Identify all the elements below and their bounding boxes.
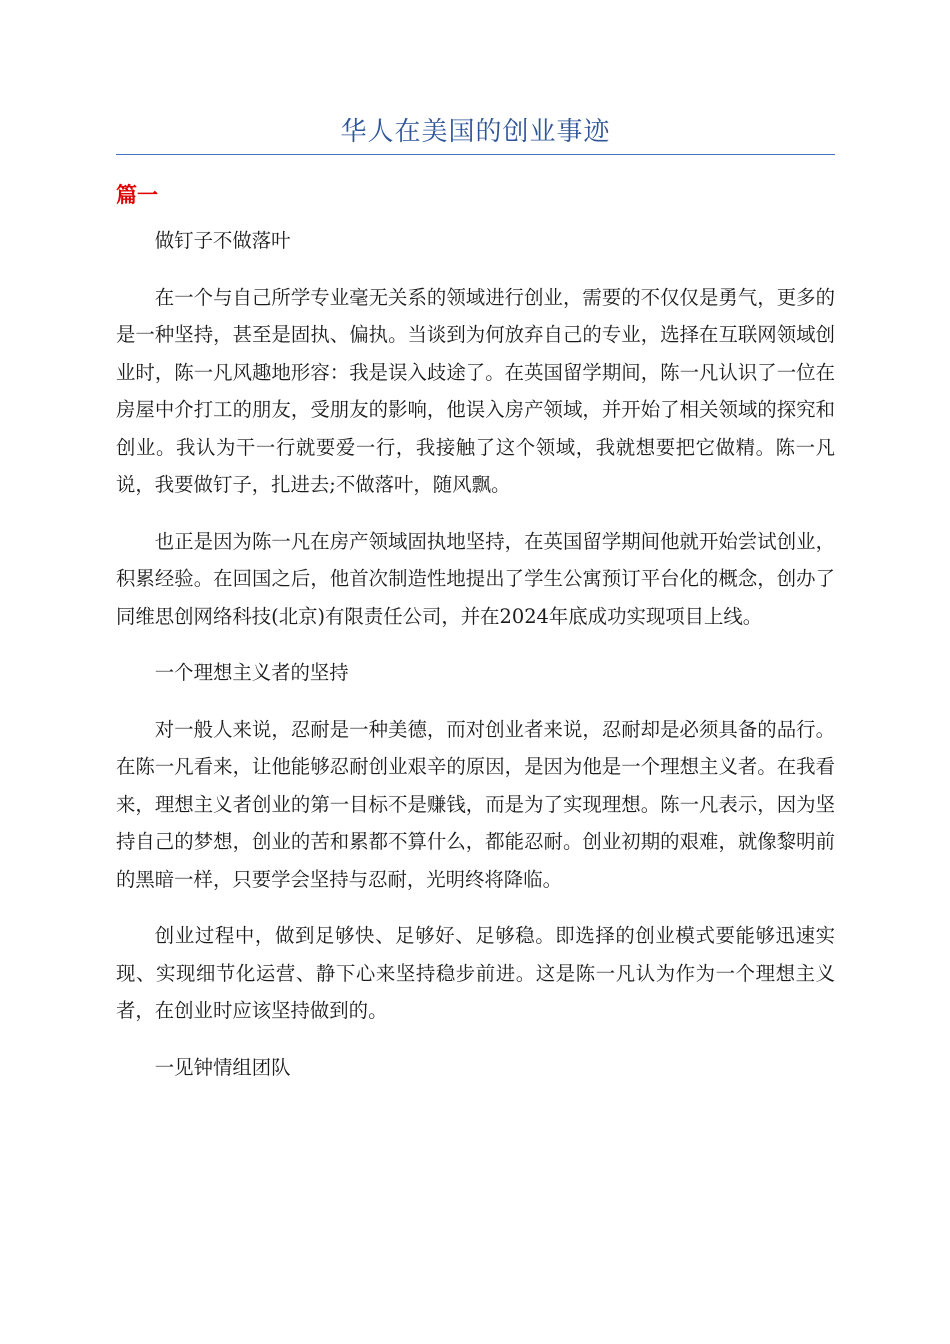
paragraph: 在一个与自己所学专业毫无关系的领域进行创业，需要的不仅仅是勇气，更多的是一种坚持，甚至是固执、偏执。当谈到为何放弃自己的专业，选择在互联网领域创业时，陈一凡风趣地形容：我是误入歧途了。在英国留学期间，陈一凡认识了一位在房屋中介打工的朋友，受朋友的影响，他误入房产领域，并开始了相关领域的探究和创业。我认为干一行就要爱一行，我接触了这个领域，我就想要把它做精。陈一凡说，我要做钉子，扎进去;不做落叶，随风飘。 — [116, 285, 835, 496]
document-title: 华人在美国的创业事迹 — [340, 117, 611, 147]
title-underline — [116, 154, 835, 155]
paragraph: 也正是因为陈一凡在房产领域固执地坚持，在英国留学期间他就开始尝试创业，积累经验。在回国之后，他首次制造性地提出了学生公寓预订平台化的概念，创办了同维思创网络科技(北京)有限责任公司，并在2024年底成功实现项目上线。 — [116, 529, 835, 628]
subheading-idealist: 一个理想主义者的坚持 — [154, 661, 349, 684]
subheading-team: 一见钟情组团队 — [154, 1055, 291, 1079]
paragraph: 创业过程中，做到足够快、足够好、足够稳。即选择的创业模式要能够迅速实现、实现细节化运营、静下心来坚持稳步前进。这是陈一凡认为作为一个理想主义者，在创业时应该坚持做到的。 — [116, 924, 835, 1022]
document-body — [116, 222, 835, 1086]
paragraph: 对一般人来说，忍耐是一种美德，而对创业者来说，忍耐却是必须具备的品行。在陈一凡看来，让他能够忍耐创业艰辛的原因，是因为他是一个理想主义者。在我看来，理想主义者创业的第一目标不是赚钱，而是为了实现理想。陈一凡表示，因为坚持自己的梦想，创业的苦和累都不算什么，都能忍耐。创业初期的艰难，就像黎明前的黑暗一样，只要学会坚持与忍耐，光明终将降临。 — [116, 717, 835, 891]
section-heading: 篇一 — [116, 183, 158, 207]
subheading-nail: 做钉子不做落叶 — [154, 229, 291, 252]
